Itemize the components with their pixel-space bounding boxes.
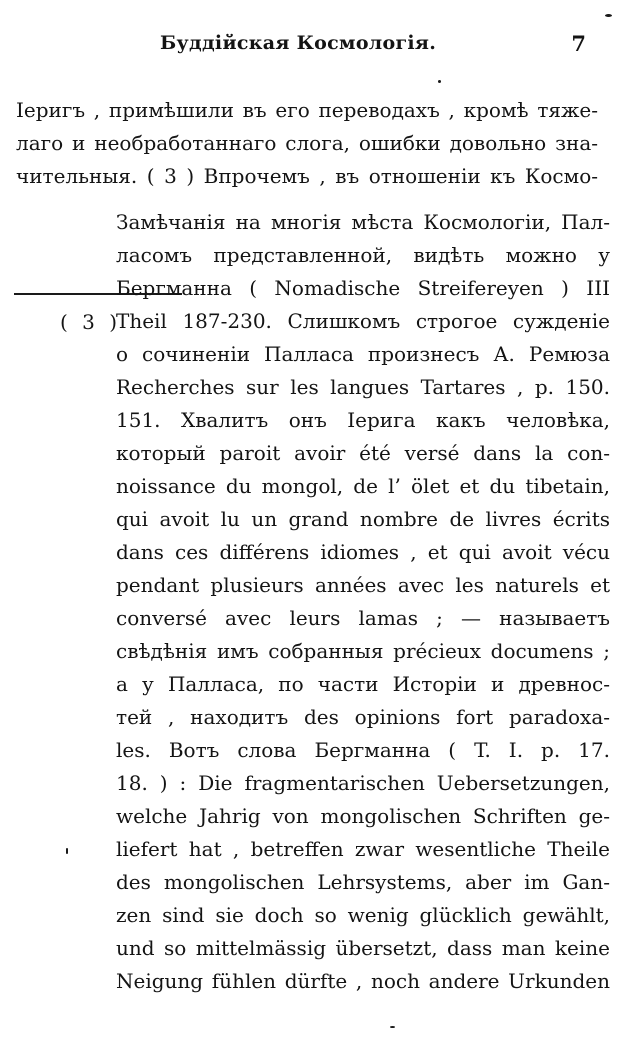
footnote-line: dans ces différens idiomes , et qui avoit vécu [116, 540, 610, 564]
footnote-line: und so mittelmässig übersetzt, dass man keine [116, 936, 610, 960]
footnote-line: тей , находитъ des opinions fort paradoxa- [116, 705, 610, 729]
ink-speck [438, 80, 441, 83]
ink-speck [390, 1026, 395, 1028]
footnote-line: des mongolischen Lehrsystems, aber im Gan- [116, 870, 610, 894]
footnote-line: noissance du mongol, de l’ ölet et du tibetain, [116, 474, 610, 498]
footnote-line: который paroit avoir été versé dans la con- [116, 441, 610, 465]
footnote-line: zen sind sie doch so wenig glücklich gewählt, [116, 903, 610, 927]
footnote-line: les. Вотъ слова Бергманна ( T. I. p. 17. [116, 738, 610, 762]
footnote-line: ласомъ представленной, видѣть можно у [116, 243, 610, 267]
body-line: лаго и необработаннаго слога, ошибки довольно зна- [16, 131, 598, 155]
footnote-marker: ( 3 ) [60, 310, 122, 334]
footnote-line: 18. ) : Die fragmentarischen Uebersetzungen, [116, 771, 610, 795]
ink-speck [66, 848, 68, 854]
footnote-line: welche Jahrig von mongolischen Schriften ge- [116, 804, 610, 828]
page-header [0, 32, 628, 62]
footnote-line: Recherches sur les langues Tartares , p. 150. [116, 375, 610, 399]
footnote-line: а у Палласа, по части Исторіи и древнос- [116, 672, 610, 696]
footnote-line: liefert hat , betreffen zwar wesentliche Theile [116, 837, 610, 861]
ink-speck [605, 14, 612, 17]
running-title: Буддійская Космологія. [160, 32, 437, 54]
footnote-line: о сочиненіи Палласа произнесъ А. Ремюза [116, 342, 610, 366]
footnote-line: qui avoit lu un grand nombre de livres écrits [116, 507, 610, 531]
footnote-line: свѣдѣнія имъ собранныя précieux documens ; [116, 639, 610, 663]
footnote-line: 151. Хвалитъ онъ Іерига какъ человѣка, [116, 408, 610, 432]
footnote-line: Neigung fühlen dürfte , noch andere Urkunden [116, 969, 610, 993]
body-line: Іеригъ , примѣшили въ его переводахъ , кромѣ тяже- [16, 98, 598, 122]
footnote-line: Замѣчанія на многія мѣста Космологіи, Пал- [116, 210, 610, 234]
footnote-line: Бергманна ( Nomadische Streifereyen ) III [116, 276, 610, 300]
page-number: 7 [571, 31, 586, 56]
footnote-line: pendant plusieurs années avec les naturels et [116, 573, 610, 597]
body-line: чительныя. ( 3 ) Впрочемъ , въ отношеніи къ Космо- [16, 164, 598, 188]
footnote-line: Theil 187-230. Слишкомъ строгое сужденіе [116, 309, 610, 333]
footnote-line: conversé avec leurs lamas ; — называетъ [116, 606, 610, 630]
